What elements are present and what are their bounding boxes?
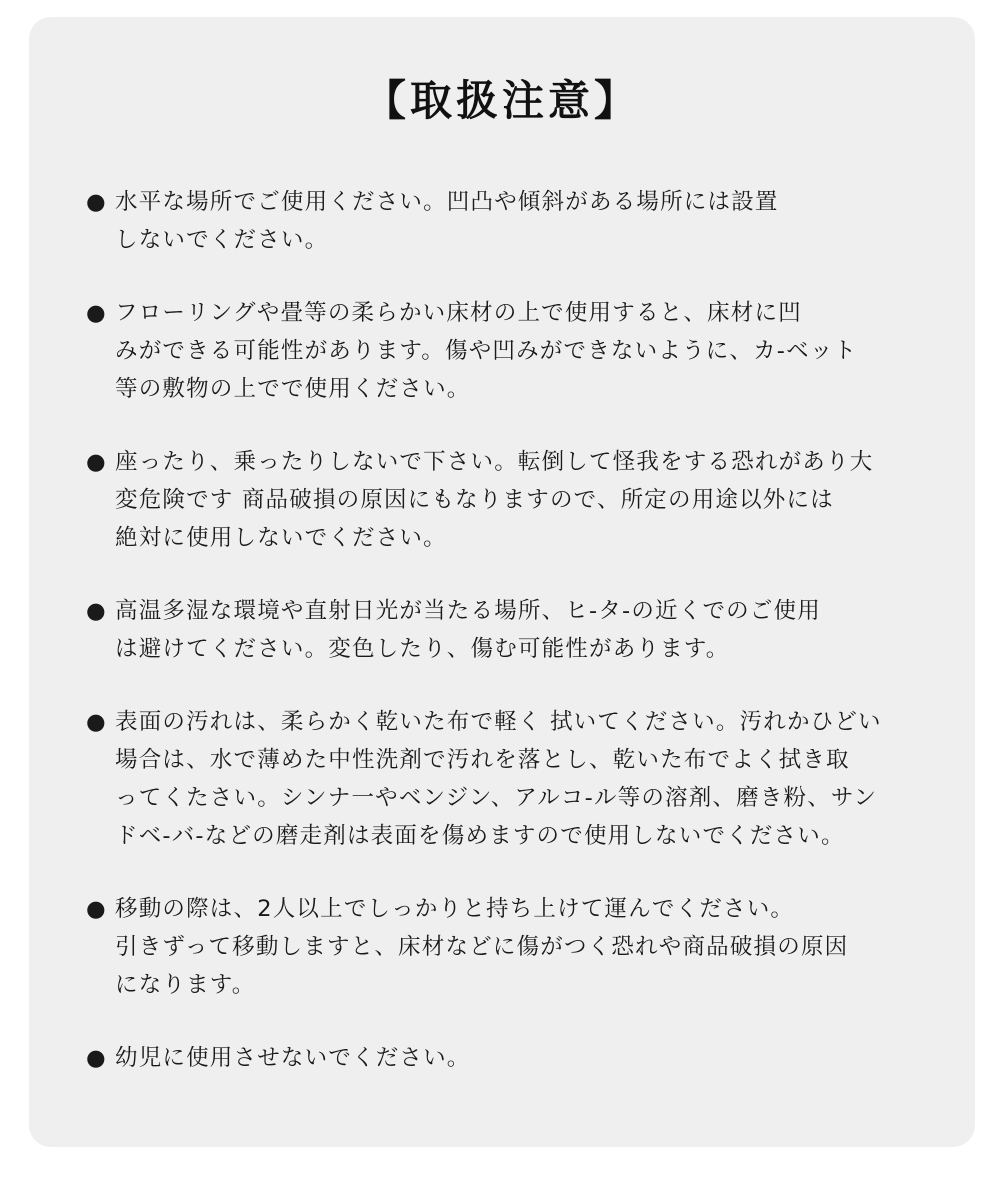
caution-text-line: 水平な場所でご使用ください。凹凸や傾斜がある場所には設置 xyxy=(115,189,779,215)
caution-text-line: 引きずって移動しますと、床材などに傷がつく恐れや商品破損の原因 xyxy=(115,934,849,960)
bullet-icon: ● xyxy=(86,896,107,922)
caution-text-line: は避けてください。変色したり、傷む可能性があります。 xyxy=(115,636,730,662)
caution-text-line: フローリングや畳等の柔らかい床材の上で使用すると、床材に凹 xyxy=(115,300,802,326)
caution-text-line: みができる可能性があります。傷や凹みができないように、カ-ベット xyxy=(115,338,858,364)
caution-item xyxy=(86,890,966,1004)
caution-list xyxy=(86,183,966,1077)
page-title: 【取扱注意】 xyxy=(363,76,640,125)
caution-text-line: 絶対に使用しないでください。 xyxy=(115,525,447,551)
bullet-icon: ● xyxy=(86,709,107,735)
caution-item xyxy=(86,443,966,557)
caution-text-line: 座ったり、乗ったりしないで下さい。転倒して怪我をする恐れがあり大 xyxy=(115,449,874,475)
caution-text-line: 変危険です 商品破損の原因にもなりますので、所定の用途以外には xyxy=(115,487,834,513)
bullet-icon: ● xyxy=(86,300,107,326)
caution-text-line: になります。 xyxy=(115,972,256,998)
caution-text-line: 幼児に使用させないでください。 xyxy=(115,1045,471,1071)
bullet-icon: ● xyxy=(86,449,107,475)
caution-panel xyxy=(29,17,975,1147)
bullet-icon: ● xyxy=(86,598,107,624)
caution-item xyxy=(86,703,966,855)
caution-text-line: ドベ-バ-などの磨走剤は表面を傷めますので使用しないでください。 xyxy=(115,823,845,849)
caution-text-line: しないでください。 xyxy=(115,227,329,253)
caution-text-line: 等の敷物の上でで使用ください。 xyxy=(115,376,471,402)
caution-item xyxy=(86,294,966,408)
bullet-icon: ● xyxy=(86,1045,107,1071)
caution-text-line: 高温多湿な環境や直射日光が当たる場所、ヒ-タ-の近くでのご使用 xyxy=(115,598,821,624)
caution-text-line: 表面の汚れは、柔らかく乾いた布で軽く 拭いてください。汚れかひどい xyxy=(115,709,882,735)
caution-item xyxy=(86,183,966,259)
caution-item xyxy=(86,592,966,668)
caution-text-line: 場合は、水で薄めた中性洗剤で汚れを落とし、乾いた布でよく拭き取 xyxy=(115,747,850,773)
caution-text-line: 移動の際は、2人以上でしっかりと持ち上けて運んでください。 xyxy=(115,896,795,922)
bullet-icon: ● xyxy=(86,189,107,215)
caution-text-line: ってくたさい。シンナ一やベンジン、アルコ-ル等の溶剤、磨き粉、サン xyxy=(115,785,878,811)
caution-item xyxy=(86,1039,966,1077)
